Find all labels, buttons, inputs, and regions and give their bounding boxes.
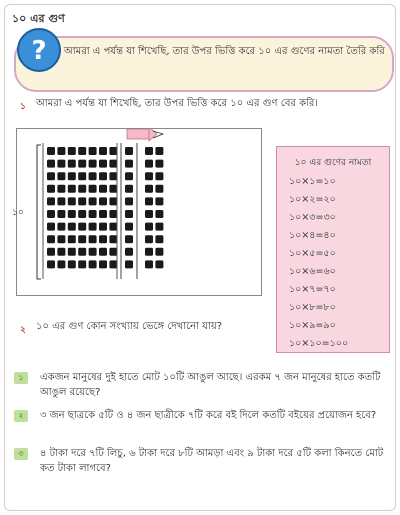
array-dot <box>57 185 65 193</box>
array-dot <box>125 172 133 180</box>
array-dot <box>99 185 107 193</box>
array-dot <box>155 147 163 155</box>
question-2 <box>14 408 390 438</box>
question-3 <box>14 446 390 476</box>
array-dot <box>57 172 65 180</box>
step-1-text: আমরা এ পর্যন্ত যা শিখেছি, তার উপর ভিত্তি করে ১০ এর গুণ বের করি। <box>36 98 319 109</box>
array-dot <box>109 223 117 231</box>
array-dot <box>145 185 153 193</box>
times-table-row: ১০×৫=৫০ <box>289 248 336 259</box>
banner-text: আমরা এ পর্যন্ত যা শিখেছি, তার উপর ভিত্তি করে ১০ এর গুণের নামতা তৈরি করি <box>64 46 385 57</box>
array-dot <box>47 197 55 205</box>
question-1-text: একজন মানুষের দুই হাতে মোট ১০টি আঙুল আছে। এরকম ৭ জন মানুষের হাতে কতটি আঙুল রয়েছে? <box>40 372 381 398</box>
array-dot <box>78 185 86 193</box>
array-dot <box>57 210 65 218</box>
array-dot <box>109 185 117 193</box>
array-dot <box>78 197 86 205</box>
times-table-row: ১০×৯=৯০ <box>289 320 336 331</box>
array-dot <box>89 260 97 268</box>
times-table-row: ১০×১=১০ <box>289 176 336 187</box>
array-dot <box>155 223 163 231</box>
array-dot <box>68 260 76 268</box>
array-dot <box>109 248 117 256</box>
array-dot <box>145 172 153 180</box>
array-dot <box>125 147 133 155</box>
array-dot <box>125 185 133 193</box>
question-mark-icon <box>15 26 63 74</box>
array-dot <box>68 185 76 193</box>
times-table-row: ১০×৭=৭০ <box>289 284 336 295</box>
array-dot <box>99 147 107 155</box>
array-dot <box>68 147 76 155</box>
array-dot <box>125 260 133 268</box>
array-dot <box>89 172 97 180</box>
array-dot <box>89 197 97 205</box>
array-dot <box>78 210 86 218</box>
array-dot <box>155 210 163 218</box>
array-dot <box>99 197 107 205</box>
array-dot <box>145 160 153 168</box>
array-dot <box>47 185 55 193</box>
svg-text:?: ? <box>31 36 47 66</box>
array-dot <box>155 185 163 193</box>
array-dot <box>68 235 76 243</box>
array-dot <box>145 260 153 268</box>
array-dot <box>145 147 153 155</box>
question-3-text: ৪ টাকা দরে ৭টি লিচু, ৬ টাকা দরে ৮টি আমড়া এবং ৯ টাকা দরে ৫টি কলা কিনতে মোট কত টাকা লাগবে? <box>40 448 384 474</box>
array-dot <box>109 147 117 155</box>
array-dot <box>145 235 153 243</box>
array-dot <box>125 210 133 218</box>
array-dot <box>57 248 65 256</box>
times-table-row: ১০×৮=৮০ <box>289 302 336 313</box>
array-dot <box>47 147 55 155</box>
brace-label: ১০ <box>12 208 24 218</box>
array-dot <box>68 197 76 205</box>
times-table-row: ১০×১০=১০০ <box>289 338 349 349</box>
array-dot <box>89 185 97 193</box>
array-dot <box>125 248 133 256</box>
array-dot <box>145 197 153 205</box>
array-dot <box>155 172 163 180</box>
array-dot <box>78 147 86 155</box>
array-dot <box>47 172 55 180</box>
array-dot <box>89 160 97 168</box>
array-dot <box>89 235 97 243</box>
question-2-text: ৩ জন ছাত্রকে ৫টি ও ৪ জন ছাত্রীকে ৭টি করে বই দিলে কতটি বইয়ের প্রয়োজন হবে? <box>40 410 377 421</box>
array-dot <box>125 160 133 168</box>
array-dot <box>78 160 86 168</box>
array-dot <box>47 160 55 168</box>
array-dot <box>155 248 163 256</box>
array-dot <box>109 235 117 243</box>
array-dot <box>99 160 107 168</box>
array-dot <box>125 223 133 231</box>
array-dot <box>109 172 117 180</box>
array-dot <box>57 147 65 155</box>
times-table-row: ১০×২=২০ <box>289 194 336 205</box>
array-dot <box>145 210 153 218</box>
array-dot <box>145 248 153 256</box>
times-table-row: ১০×৪=৪০ <box>289 230 336 241</box>
array-dot <box>68 160 76 168</box>
array-dot <box>57 235 65 243</box>
array-dot <box>47 223 55 231</box>
array-dot <box>145 223 153 231</box>
step-2-text: ১০ এর গুণ কোন সংখ্যায় ভেঙ্গে দেখানো যায়? <box>36 321 223 332</box>
times-table-title: ১০ এর গুণের নামতা <box>294 158 372 168</box>
times-table-row: ১০×৩=৩০ <box>289 212 336 223</box>
page-title: ১০ এর গুণ <box>12 12 65 25</box>
step-1-number: ১ <box>20 102 26 112</box>
array-dot <box>78 248 86 256</box>
dot-array-diagram <box>17 129 261 295</box>
array-dot <box>68 210 76 218</box>
array-dot <box>68 248 76 256</box>
question-2-badge: ২ <box>14 410 28 422</box>
array-dot <box>57 223 65 231</box>
array-dot <box>78 223 86 231</box>
array-dot <box>109 260 117 268</box>
array-dot <box>68 172 76 180</box>
dot-array-figure <box>16 128 262 296</box>
array-dot <box>89 223 97 231</box>
array-dot <box>109 160 117 168</box>
question-3-badge: ৩ <box>14 448 28 460</box>
array-dot <box>99 260 107 268</box>
array-dot <box>57 160 65 168</box>
times-table-row: ১০×৬=৬০ <box>289 266 336 277</box>
array-dot <box>68 223 76 231</box>
array-dot <box>89 248 97 256</box>
array-dot <box>78 235 86 243</box>
array-dot <box>78 260 86 268</box>
array-dot <box>99 223 107 231</box>
array-dot <box>155 260 163 268</box>
array-dot <box>47 235 55 243</box>
step-2-number: ২ <box>20 325 26 335</box>
question-1 <box>14 370 390 400</box>
array-dot <box>155 235 163 243</box>
array-dot <box>125 197 133 205</box>
array-dot <box>109 210 117 218</box>
array-dot <box>57 197 65 205</box>
array-dot <box>155 160 163 168</box>
array-dot <box>99 248 107 256</box>
array-dot <box>125 235 133 243</box>
array-dot <box>155 197 163 205</box>
array-dot <box>109 197 117 205</box>
array-dot <box>99 235 107 243</box>
array-dot <box>57 260 65 268</box>
array-dot <box>47 248 55 256</box>
array-dot <box>78 172 86 180</box>
array-dot <box>47 260 55 268</box>
array-dot <box>99 172 107 180</box>
array-dot <box>89 147 97 155</box>
array-dot <box>99 210 107 218</box>
times-table-box <box>276 146 390 353</box>
question-1-badge: ১ <box>14 372 28 384</box>
array-dot <box>89 210 97 218</box>
array-dot <box>47 210 55 218</box>
